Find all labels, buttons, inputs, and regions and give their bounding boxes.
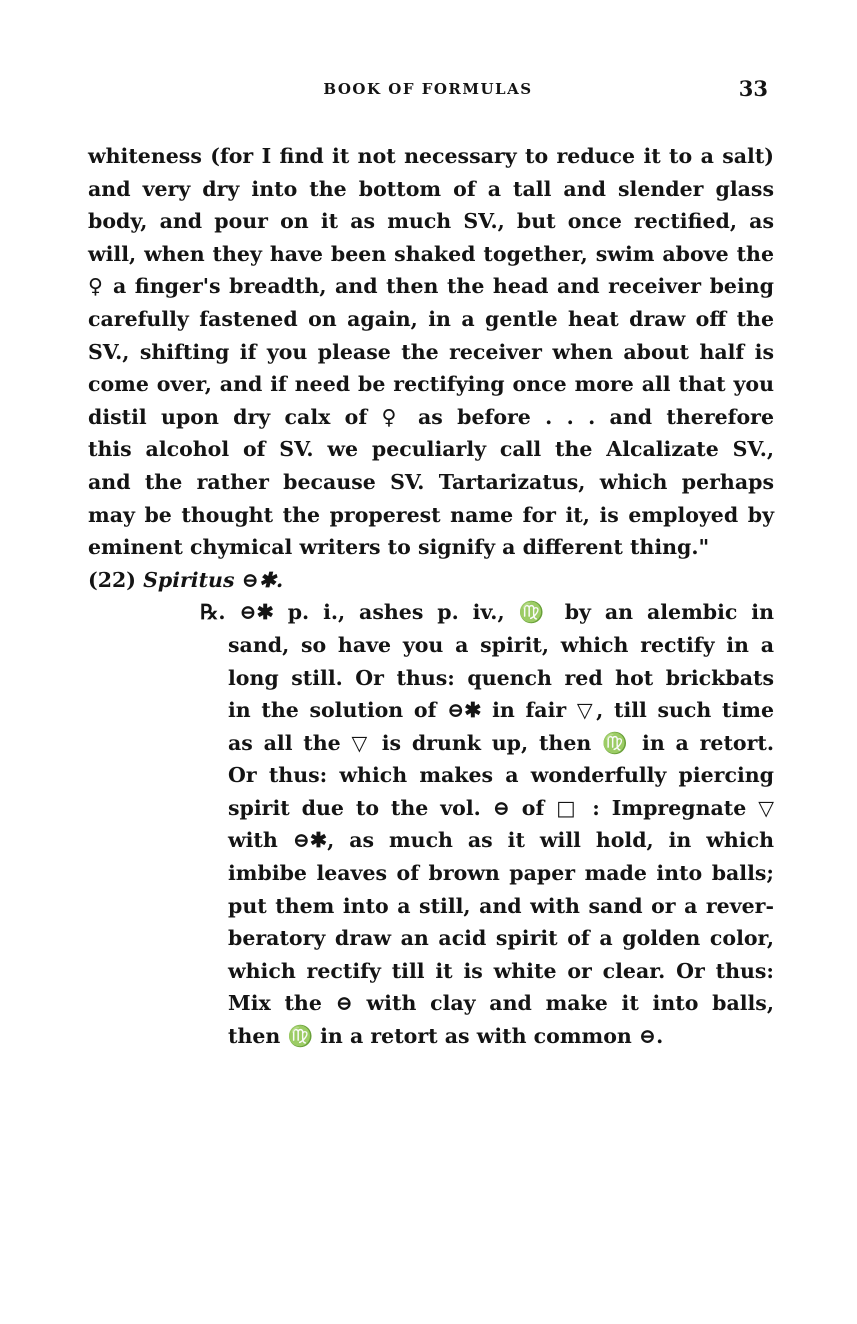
section-title: Spiritus ⊖✱. [143,567,284,592]
recipe-line: as all the ▽ is drunk up, then ♍ in a retort. [228,730,774,755]
recipe-line: imbibe leaves of brown paper made into balls; [228,861,774,886]
text-line: body, and pour on it as much SV., but once rectified, as [88,209,774,234]
text-line: and the rather because SV. Tartarizatus, which perhaps [88,469,774,494]
text-line: may be thought the properest name for it, is employed by [88,502,774,527]
recipe-line: sand, so have you a spirit, which rectify in a [228,632,774,657]
body-text [88,140,774,1053]
recipe-line: ℞. ⊖✱ p. i., ashes p. iv., ♍ by an alembic in [200,600,774,625]
recipe-line: spirit due to the vol. ⊖ of □ : Impregnate ▽ [228,795,774,820]
text-line: will, when they have been shaked together, swim above the [88,241,774,266]
section-number: (22) [88,567,136,592]
section-heading [88,564,774,597]
text-line: ♀ a finger's breadth, and then the head and receiver being [88,274,774,299]
recipe-line: Mix the ⊖ with clay and make it into balls, [228,991,774,1016]
recipe-line: put them into a still, and with sand or a rever- [228,893,774,918]
recipe-line: with ⊖✱, as much as it will hold, in which [228,828,774,853]
page-number: 33 [738,76,768,101]
recipe-line: beratory draw an acid spirit of a golden color, [228,926,774,951]
recipe-line: long still. Or thus: quench red hot brickbats [228,665,774,690]
text-line: come over, and if need be rectifying once more all that you [88,372,774,397]
recipe-line: which rectify till it is white or clear. Or thus: [228,958,774,983]
text-line: SV., shifting if you please the receiver when about half is [88,339,774,364]
recipe-block [88,596,774,1052]
running-head: BOOK OF FORMULAS [323,80,533,98]
text-line: eminent chymical writers to signify a different thing." [88,535,710,560]
text-line: this alcohol of SV. we peculiarly call the Alcalizate SV., [88,437,774,462]
recipe-line: Or thus: which makes a wonderfully piercing [228,763,774,788]
text-line: distil upon dry calx of ♀ as before . . . and therefore [88,404,774,429]
recipe-line: then ♍ in a retort as with common ⊖. [228,1024,664,1049]
page-header [88,76,768,110]
recipe-line: in the solution of ⊖✱ in fair ▽, till such time [228,698,774,723]
text-line: carefully fastened on again, in a gentle heat draw off the [88,306,774,331]
text-line: and very dry into the bottom of a tall and slender glass [88,176,774,201]
text-line: whiteness (for I find it not necessary to reduce it to a salt) [88,144,774,168]
